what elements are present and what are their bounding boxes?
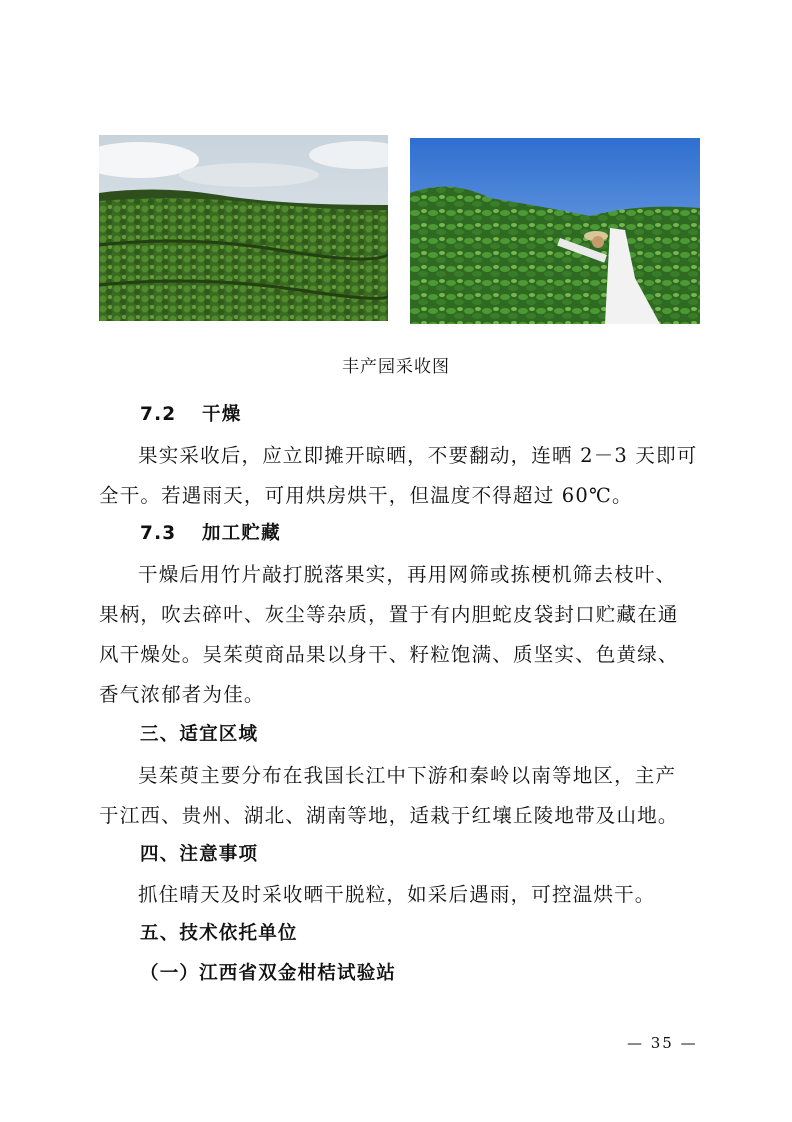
section-title: 干燥 [202, 404, 242, 425]
paragraph-line: 香气浓郁者为佳。 [99, 683, 265, 706]
section-heading-4: 四、注意事项 [140, 844, 259, 865]
section-heading-7-2 [140, 400, 241, 426]
section-number: 7.2 [140, 404, 177, 425]
section-heading-7-3 [140, 519, 281, 545]
paragraph-line: 吴茱萸主要分布在我国长江中下游和秦岭以南等地区，主产 [138, 764, 677, 787]
paragraph-line: 干燥后用竹片敲打脱落果实，再用网筛或拣梗机筛去枝叶、 [138, 563, 677, 586]
section-heading-5: 五、技术依托单位 [140, 923, 298, 944]
paragraph-line: 于江西、贵州、湖北、湖南等地，适栽于红壤丘陵地带及山地。 [99, 804, 679, 827]
subsection-heading: （一）江西省双金柑桔试验站 [140, 963, 397, 984]
orchard-photo-right [410, 138, 700, 324]
paragraph-line: 果实采收后，应立即摊开晾晒，不要翻动，连晒 2－3 天即可 [138, 444, 698, 467]
paragraph-line: 全干。若遇雨天，可用烘房烘干，但温度不得超过 60℃。 [99, 484, 633, 507]
paragraph-line: 风干燥处。吴茱萸商品果以身干、籽粒饱满、质坚实、色黄绿、 [99, 643, 679, 666]
paragraph-line: 果柄，吹去碎叶、灰尘等杂质，置于有内胆蛇皮袋封口贮藏在通 [99, 603, 679, 626]
figure-caption: 丰产园采收图 [342, 357, 450, 377]
page-number: — 35 — [627, 1034, 698, 1052]
section-number: 7.3 [140, 523, 177, 544]
section-title: 加工贮藏 [202, 523, 281, 544]
section-heading-3: 三、适宜区域 [140, 724, 259, 745]
paragraph-line: 抓住晴天及时采收晒干脱粒，如采后遇雨，可控温烘干。 [138, 883, 656, 906]
orchard-photo-left [99, 135, 388, 321]
